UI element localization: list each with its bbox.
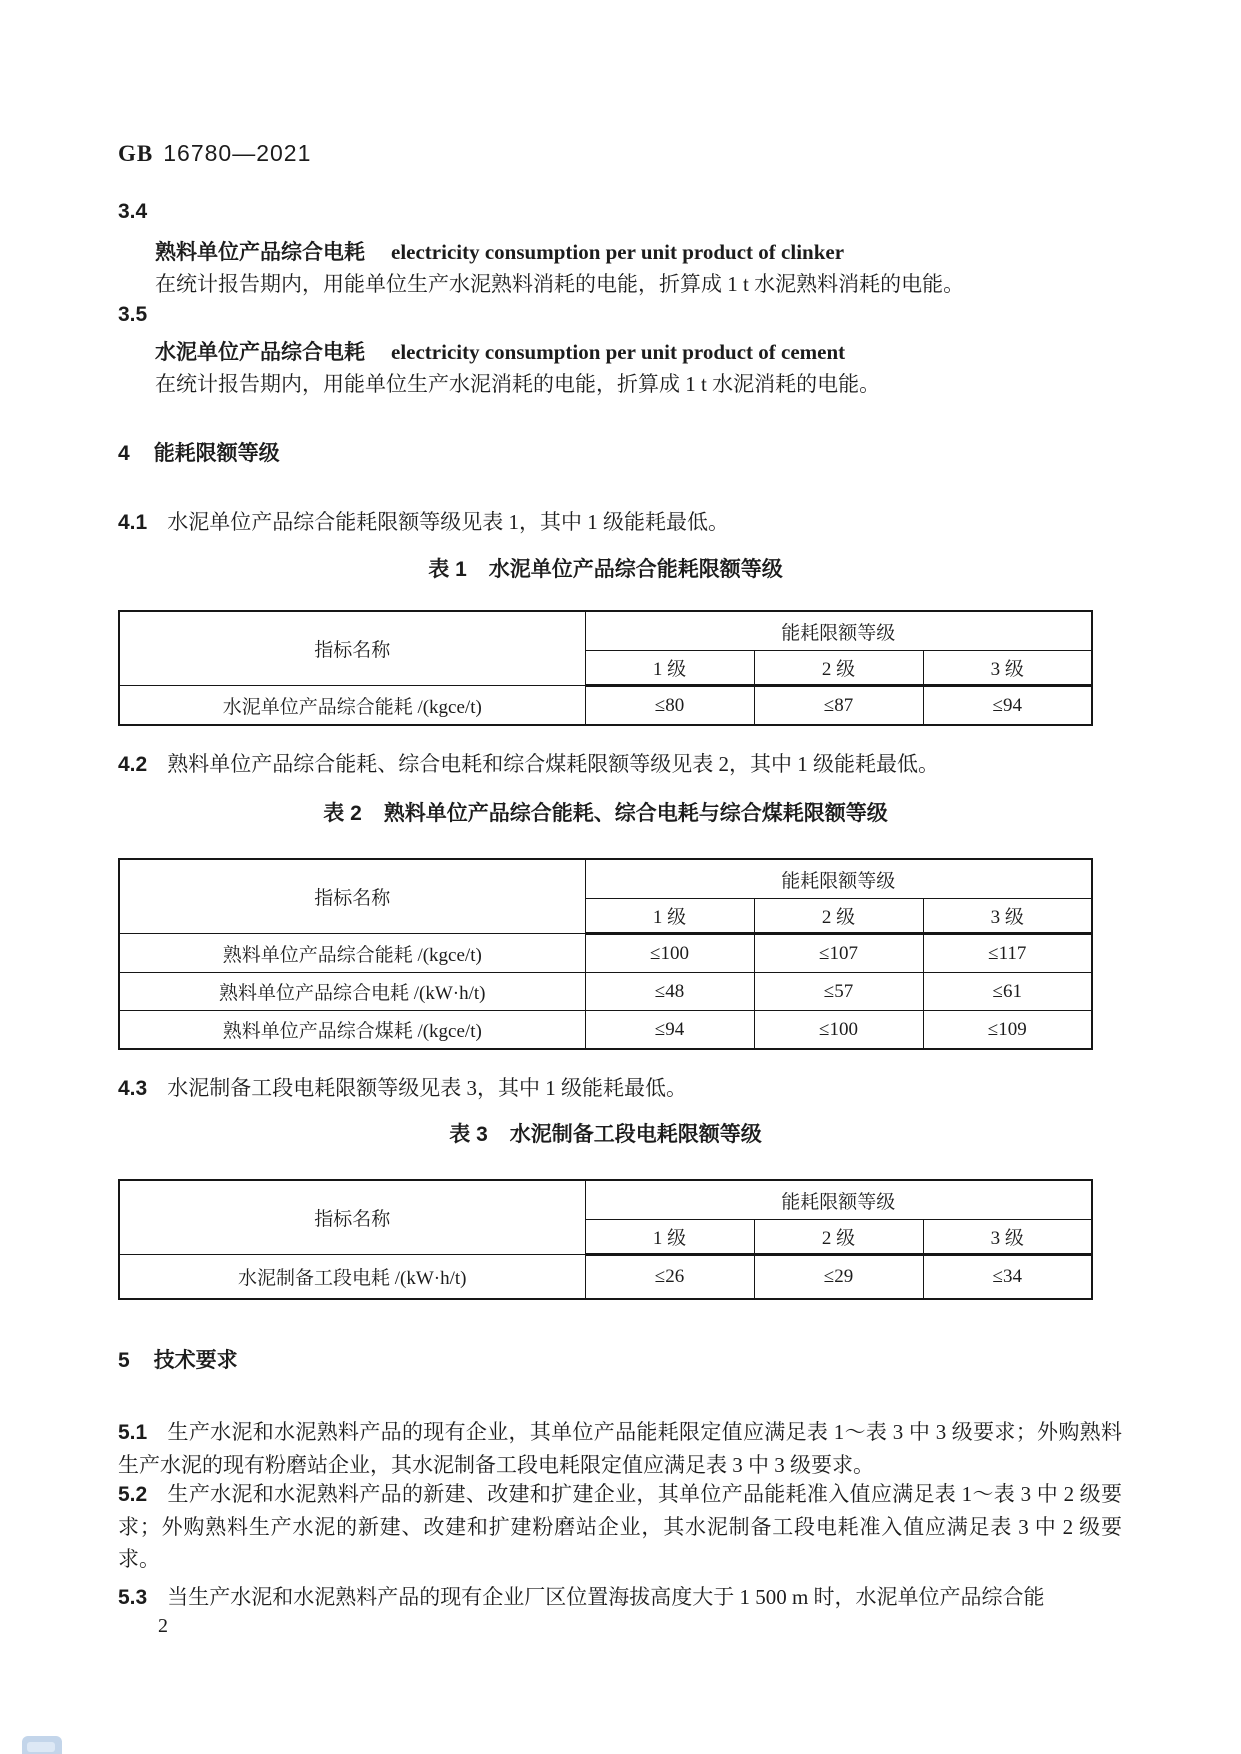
table-1-grade-1-header: 1 级 — [585, 651, 754, 686]
page-number: 2 — [158, 1615, 168, 1637]
definition-3-5-number: 3.5 — [118, 303, 148, 326]
table-2-row-2-indicator: 熟料单位产品综合电耗 /(kW·h/t) — [119, 973, 585, 1011]
table-2-grade-3-header: 3 级 — [923, 899, 1092, 934]
table-2-row-3-indicator: 熟料单位产品综合煤耗 /(kgce/t) — [119, 1011, 585, 1050]
table-3 — [118, 1179, 1093, 1300]
table-2-group-header: 能耗限额等级 — [585, 859, 1092, 899]
table-3-row-1-indicator: 水泥制备工段电耗 /(kW·h/t) — [119, 1255, 585, 1299]
table-3-caption-title: 水泥制备工段电耗限额等级 — [509, 1123, 762, 1146]
section-4-number: 4 — [118, 442, 130, 465]
section-5-heading — [118, 1344, 1122, 1374]
definition-3-5-term-zh: 水泥单位产品综合电耗 — [155, 341, 365, 364]
section-4-heading — [118, 437, 1122, 467]
table-2-row-2-grade-1-value: ≤48 — [585, 973, 754, 1011]
table-1 — [118, 610, 1093, 726]
table-row — [119, 686, 1092, 726]
definition-3-4-term — [118, 236, 1159, 266]
clause-4-3 — [118, 1072, 1122, 1105]
table-2-row-3-grade-2-value: ≤100 — [754, 1011, 923, 1050]
table-3-grade-1-header: 1 级 — [585, 1220, 754, 1255]
table-3-grade-2-header: 2 级 — [754, 1220, 923, 1255]
table-2-row-1-grade-1-value: ≤100 — [585, 934, 754, 973]
clause-4-2-number: 4.2 — [118, 753, 148, 776]
table-1-grade-2-header: 2 级 — [754, 651, 923, 686]
table-2-caption-title: 熟料单位产品综合能耗、综合电耗与综合煤耗限额等级 — [383, 802, 888, 825]
table-2-row-2-grade-3-value: ≤61 — [923, 973, 1092, 1011]
definition-3-4-body: 在统计报告期内，用能单位生产水泥熟料消耗的电能，折算成 1 t 水泥熟料消耗的电能。 — [155, 272, 965, 296]
table-2-indicator-header: 指标名称 — [119, 859, 585, 934]
table-2 — [118, 858, 1093, 1050]
clause-5-2 — [118, 1478, 1122, 1575]
table-row — [119, 934, 1092, 973]
definition-3-5-term-en: electricity consumption per unit product of cement — [391, 340, 846, 364]
table-2-row-2-grade-2-value: ≤57 — [754, 973, 923, 1011]
table-row — [119, 1255, 1092, 1299]
table-1-caption-label: 表 1 — [428, 558, 467, 581]
clause-5-2-number: 5.2 — [118, 1483, 148, 1506]
section-5-title: 技术要求 — [153, 1349, 238, 1372]
table-3-grade-3-header: 3 级 — [923, 1220, 1092, 1255]
clause-5-1 — [118, 1416, 1122, 1481]
table-2-row-1-indicator: 熟料单位产品综合能耗 /(kgce/t) — [119, 934, 585, 973]
clause-5-1-text: 生产水泥和水泥熟料产品的现有企业，其单位产品能耗限定值应满足表 1～表 3 中 3 级要求；外购熟料生产水泥的现有粉磨站企业，其水泥制备工段电耗限定值应满足表 3 中 3 级要求。 — [118, 1420, 1122, 1477]
clause-5-2-text: 生产水泥和水泥熟料产品的新建、改建和扩建企业，其单位产品能耗准入值应满足表 1～表 3 中 2 级要求；外购熟料生产水泥的新建、改建和扩建粉磨站企业，其水泥制备工段电耗准入值应满足表 3 中 2 级要求。 — [118, 1482, 1122, 1571]
clause-5-3 — [118, 1581, 1122, 1614]
table-2-row-3-grade-1-value: ≤94 — [585, 1011, 754, 1050]
clause-5-1-number: 5.1 — [118, 1421, 148, 1444]
watermark-logo — [22, 1736, 62, 1754]
definition-3-4-term-zh: 熟料单位产品综合电耗 — [155, 241, 365, 264]
table-3-group-header: 能耗限额等级 — [585, 1180, 1092, 1220]
clause-4-1-text: 水泥单位产品综合能耗限额等级见表 1，其中 1 级能耗最低。 — [167, 510, 729, 534]
definition-3-4-term-en: electricity consumption per unit product of clinker — [391, 240, 845, 264]
document-code-prefix: GB — [118, 141, 154, 166]
table-3-indicator-header: 指标名称 — [119, 1180, 585, 1255]
clause-5-3-text: 当生产水泥和水泥熟料产品的现有企业厂区位置海拔高度大于 1 500 m 时，水泥单位产品综合能 — [167, 1585, 1045, 1609]
table-2-row-3-grade-3-value: ≤109 — [923, 1011, 1092, 1050]
table-row — [119, 973, 1092, 1011]
clause-4-3-number: 4.3 — [118, 1077, 148, 1100]
clause-4-3-text: 水泥制备工段电耗限额等级见表 3，其中 1 级能耗最低。 — [167, 1076, 687, 1100]
clause-4-1-number: 4.1 — [118, 511, 148, 534]
table-1-grade-3-header: 3 级 — [923, 651, 1092, 686]
table-3-caption-label: 表 3 — [449, 1123, 488, 1146]
document-code-number: 16780—2021 — [163, 140, 312, 166]
table-row — [119, 1011, 1092, 1050]
table-2-row-1-grade-2-value: ≤107 — [754, 934, 923, 973]
table-2-caption-label: 表 2 — [323, 802, 362, 825]
definition-3-5-body: 在统计报告期内，用能单位生产水泥消耗的电能，折算成 1 t 水泥消耗的电能。 — [155, 372, 881, 396]
table-2-grade-2-header: 2 级 — [754, 899, 923, 934]
table-1-row-1-indicator: 水泥单位产品综合能耗 /(kgce/t) — [119, 686, 585, 726]
clause-4-1 — [118, 506, 1122, 539]
table-1-caption-title: 水泥单位产品综合能耗限额等级 — [488, 558, 783, 581]
table-1-row-1-grade-1-value: ≤80 — [585, 686, 754, 726]
clause-5-3-number: 5.3 — [118, 1586, 148, 1609]
table-2-caption — [118, 797, 1093, 827]
table-1-row-1-grade-3-value: ≤94 — [923, 686, 1092, 726]
table-3-row-1-grade-1-value: ≤26 — [585, 1255, 754, 1299]
table-1-group-header: 能耗限额等级 — [585, 611, 1092, 651]
clause-4-2 — [118, 748, 1122, 781]
document-code — [118, 140, 1122, 167]
clause-4-2-text: 熟料单位产品综合能耗、综合电耗和综合煤耗限额等级见表 2，其中 1 级能耗最低。 — [167, 752, 939, 776]
definition-3-4-number: 3.4 — [118, 200, 148, 223]
section-5-number: 5 — [118, 1349, 130, 1372]
table-1-indicator-header: 指标名称 — [119, 611, 585, 686]
section-4-title: 能耗限额等级 — [153, 442, 280, 465]
table-3-caption — [118, 1118, 1093, 1148]
table-2-row-1-grade-3-value: ≤117 — [923, 934, 1092, 973]
table-1-row-1-grade-2-value: ≤87 — [754, 686, 923, 726]
table-2-grade-1-header: 1 级 — [585, 899, 754, 934]
definition-3-5-term — [118, 336, 1159, 366]
table-3-row-1-grade-3-value: ≤34 — [923, 1255, 1092, 1299]
table-3-row-1-grade-2-value: ≤29 — [754, 1255, 923, 1299]
table-1-caption — [118, 553, 1093, 583]
